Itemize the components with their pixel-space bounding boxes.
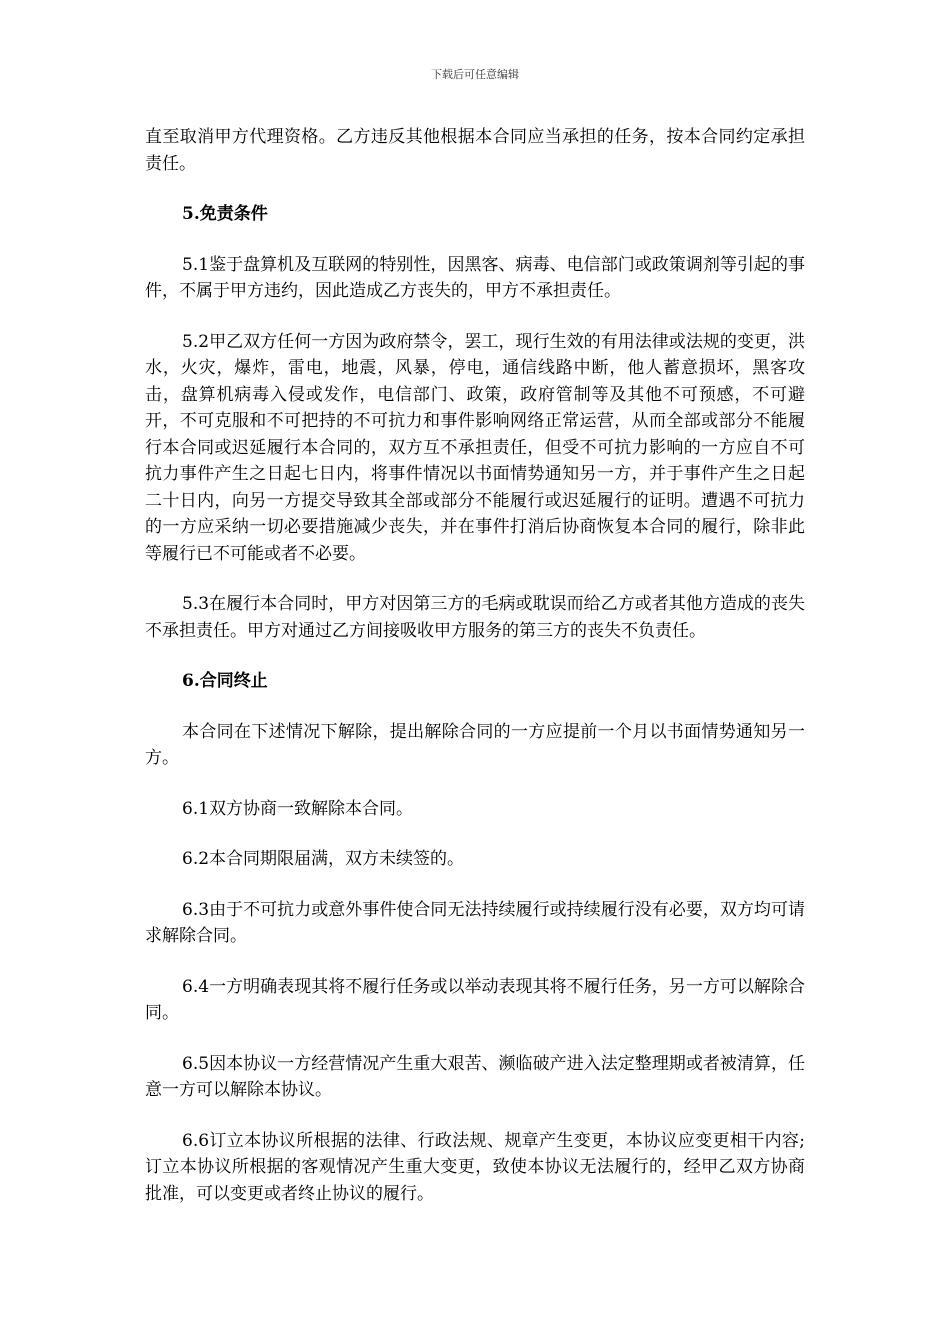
section-heading-5: 5.免责条件 [182,204,268,224]
paragraph-5-3: 5.3在履行本合同时，甲方对因第三方的毛病或耽误而给乙方或者其他方造成的丧失不承担责任。甲方对通过乙方间接吸收甲方服务的第三方的丧失不负责任。 [145,594,805,641]
paragraph-6-6: 6.6订立本协议所根据的法律、行政法规、规章产生变更，本协议应变更相干内容;订立本协议所根据的客观情况产生重大变更，致使本协议无法履行的，经甲乙双方协商批准，可以变更或者终止协议的履行。 [145,1130,805,1204]
paragraph-5-1: 5.1鉴于盘算机及互联网的特别性，因黑客、病毒、电信部门或政策调剂等引起的事件，不属于甲方违约，因此造成乙方丧失的，甲方不承担责任。 [145,254,805,301]
paragraph-6-2: 6.2本合同期限届满，双方未续签的。 [182,849,465,869]
paragraph-6-5: 6.5因本协议一方经营情况产生重大艰苦、濒临破产进入法定整理期或者被清算，任意一方可以解除本协议。 [145,1053,805,1100]
section-heading-6: 6.合同终止 [182,671,268,691]
page-header-note: 下载后可任意编辑 [431,68,519,81]
paragraph-5-2: 5.2甲乙双方任何一方因为政府禁令，罢工，现行生效的有用法律或法规的变更，洪水，火灾，爆炸，雷电，地震，风暴，停电，通信线路中断，他人蓄意损坏，黑客攻击，盘算机病毒入侵或发作，电信部门、政策，政府管制等及其他不可预感，不可避开，不可克服和不可把持的不可抗力和事件影响网络正常运营，从而全部或部分不能履行本合同或迟延履行本合同的，双方互不承担责任，但受不可抗力影响的一方应自不可抗力事件产生之日起七日内，将事件情况以书面情势通知另一方，并于事件产生之日起二十日内，向另一方提交导致其全部或部分不能履行或迟延履行的证明。遭遇不可抗力的一方应采纳一切必要措施减少丧失，并在事件打消后协商恢复本合同的履行，除非此等履行已不可能或者不必要。 [145,331,805,564]
paragraph-6-3: 6.3由于不可抗力或意外事件使合同无法持续履行或持续履行没有必要，双方均可请求解除合同。 [145,899,805,946]
paragraph-6-4: 6.4一方明确表现其将不履行任务或以举动表现其将不履行任务，另一方可以解除合同。 [145,976,805,1023]
paragraph-continued: 直至取消甲方代理资格。乙方违反其他根据本合同应当承担的任务，按本合同约定承担责任。 [145,127,805,174]
paragraph-6-1: 6.1双方协商一致解除本合同。 [182,798,414,819]
document-body [145,124,805,1231]
paragraph-6-intro: 本合同在下述情况下解除，提出解除合同的一方应提前一个月以书面情势通知另一方。 [145,721,805,768]
